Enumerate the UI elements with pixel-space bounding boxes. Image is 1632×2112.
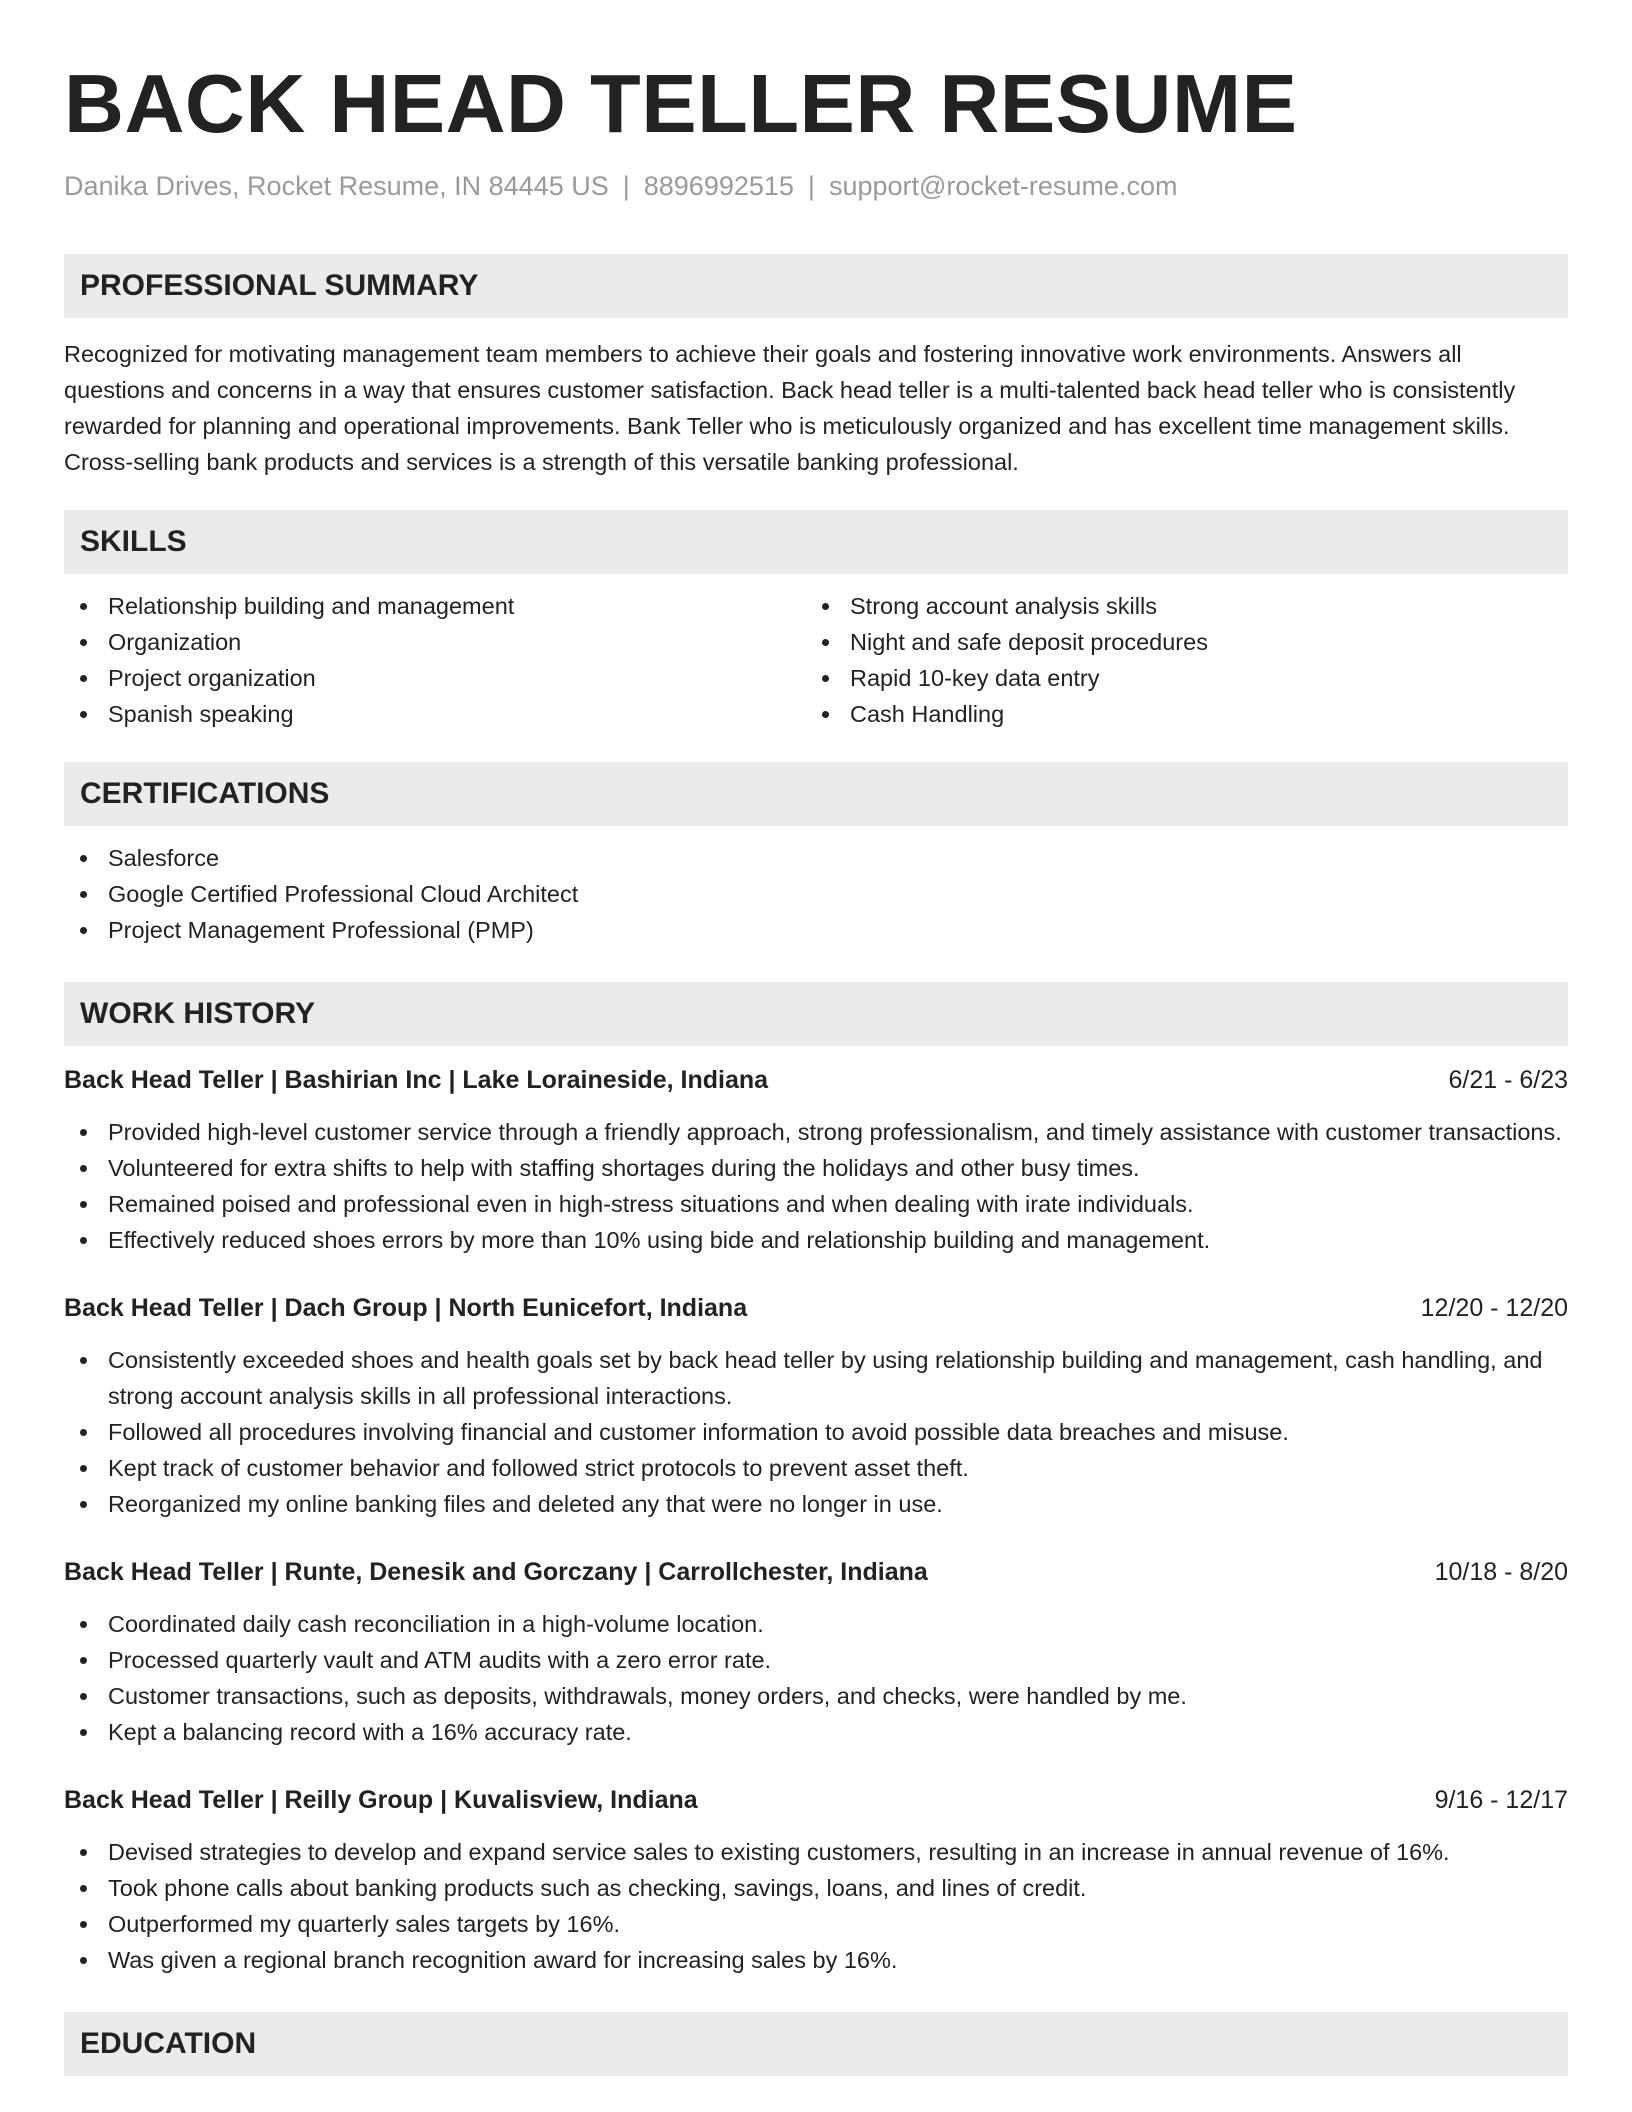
certifications-section-header: CERTIFICATIONS (64, 762, 1568, 826)
certification-item: Salesforce (64, 840, 1568, 876)
job-bullet: Provided high-level customer service through a friendly approach, strong professionalism, and timely assistance with customer transactions. (64, 1114, 1568, 1150)
resume-page (64, 0, 1568, 2076)
job-dates: 6/21 - 6/23 (1448, 1066, 1568, 1094)
job-bullet: Outperformed my quarterly sales targets by 16%. (64, 1906, 1568, 1942)
contact-email: support@rocket-resume.com (828, 171, 1178, 201)
job-bullets (64, 1834, 1568, 1978)
job-dates: 9/16 - 12/17 (1434, 1786, 1568, 1814)
job-bullet: Kept track of customer behavior and followed strict protocols to prevent asset theft. (64, 1450, 1568, 1486)
job-bullet: Reorganized my online banking files and deleted any that were no longer in use. (64, 1486, 1568, 1522)
contact-address: Danika Drives, Rocket Resume, IN 84445 US (64, 171, 609, 201)
job-bullet: Customer transactions, such as deposits, withdrawals, money orders, and checks, were handled by me. (64, 1678, 1568, 1714)
job-bullet: Consistently exceeded shoes and health goals set by back head teller by using relationship building and management, cash handling, and strong account analysis skills in all professional interactions. (64, 1342, 1568, 1414)
skill-item: Night and safe deposit procedures (806, 624, 1548, 660)
job-title: Back Head Teller | Bashirian Inc | Lake Loraineside, Indiana (64, 1066, 769, 1094)
job-entry (64, 1554, 1568, 1750)
job-title: Back Head Teller | Dach Group | North Eunicefort, Indiana (64, 1294, 748, 1322)
job-bullet: Followed all procedures involving financial and customer information to avoid possible data breaches and misuse. (64, 1414, 1568, 1450)
skill-item: Rapid 10-key data entry (806, 660, 1548, 696)
job-bullet: Devised strategies to develop and expand service sales to existing customers, resulting in an increase in annual revenue of 16%. (64, 1834, 1568, 1870)
skill-item: Organization (64, 624, 806, 660)
skills-list (64, 588, 1568, 732)
education-section-header: EDUCATION (64, 2012, 1568, 2076)
job-bullet: Coordinated daily cash reconciliation in a high-volume location. (64, 1606, 1568, 1642)
job-bullet: Kept a balancing record with a 16% accuracy rate. (64, 1714, 1568, 1750)
job-dates: 12/20 - 12/20 (1420, 1294, 1568, 1322)
job-header (64, 1290, 1568, 1326)
job-bullet: Processed quarterly vault and ATM audits with a zero error rate. (64, 1642, 1568, 1678)
job-entry (64, 1290, 1568, 1522)
job-bullet: Effectively reduced shoes errors by more than 10% using bide and relationship building and management. (64, 1222, 1568, 1258)
resume-title: BACK HEAD TELLER RESUME (64, 57, 1298, 150)
job-bullet: Was given a regional branch recognition award for increasing sales by 16%. (64, 1942, 1568, 1978)
contact-separator: | (622, 171, 630, 201)
job-title: Back Head Teller | Reilly Group | Kuvalisview, Indiana (64, 1786, 698, 1814)
job-bullet: Remained poised and professional even in high-stress situations and when dealing with irate individuals. (64, 1186, 1568, 1222)
job-dates: 10/18 - 8/20 (1434, 1558, 1568, 1586)
skill-item: Cash Handling (806, 696, 1548, 732)
job-entry (64, 1782, 1568, 1978)
skill-item: Project organization (64, 660, 806, 696)
contact-phone: 8896992515 (643, 171, 794, 201)
job-bullets (64, 1114, 1568, 1258)
job-header (64, 1782, 1568, 1818)
contact-separator: | (807, 171, 815, 201)
contact-line (64, 168, 1568, 204)
work-history-section-header: WORK HISTORY (64, 982, 1568, 1046)
job-title: Back Head Teller | Runte, Denesik and Gorczany | Carrollchester, Indiana (64, 1558, 928, 1586)
job-bullet: Took phone calls about banking products such as checking, savings, loans, and lines of credit. (64, 1870, 1568, 1906)
skill-item: Relationship building and management (64, 588, 806, 624)
summary-text: Recognized for motivating management team members to achieve their goals and fostering innovative work environments. Answers all questions and concerns in a way that ensures customer satisfaction. Back head teller is a multi-talented back head teller who is consistently rewarded for planning and operational improvements. Bank Teller who is meticulously organized and has excellent time management skills. Cross-selling bank products and services is a strength of this versatile banking professional. (64, 341, 1516, 475)
certification-item: Project Management Professional (PMP) (64, 912, 1568, 948)
job-entry (64, 1062, 1568, 1258)
skills-column-right (806, 588, 1548, 732)
skills-column-left (64, 588, 806, 732)
skills-section-header: SKILLS (64, 510, 1568, 574)
job-bullets (64, 1342, 1568, 1522)
job-bullets (64, 1606, 1568, 1750)
job-header (64, 1062, 1568, 1098)
skill-item: Strong account analysis skills (806, 588, 1548, 624)
skill-item: Spanish speaking (64, 696, 806, 732)
certification-item: Google Certified Professional Cloud Architect (64, 876, 1568, 912)
certifications-list (64, 840, 1568, 948)
job-bullet: Volunteered for extra shifts to help with staffing shortages during the holidays and other busy times. (64, 1150, 1568, 1186)
job-header (64, 1554, 1568, 1590)
summary-section-header: PROFESSIONAL SUMMARY (64, 254, 1568, 318)
